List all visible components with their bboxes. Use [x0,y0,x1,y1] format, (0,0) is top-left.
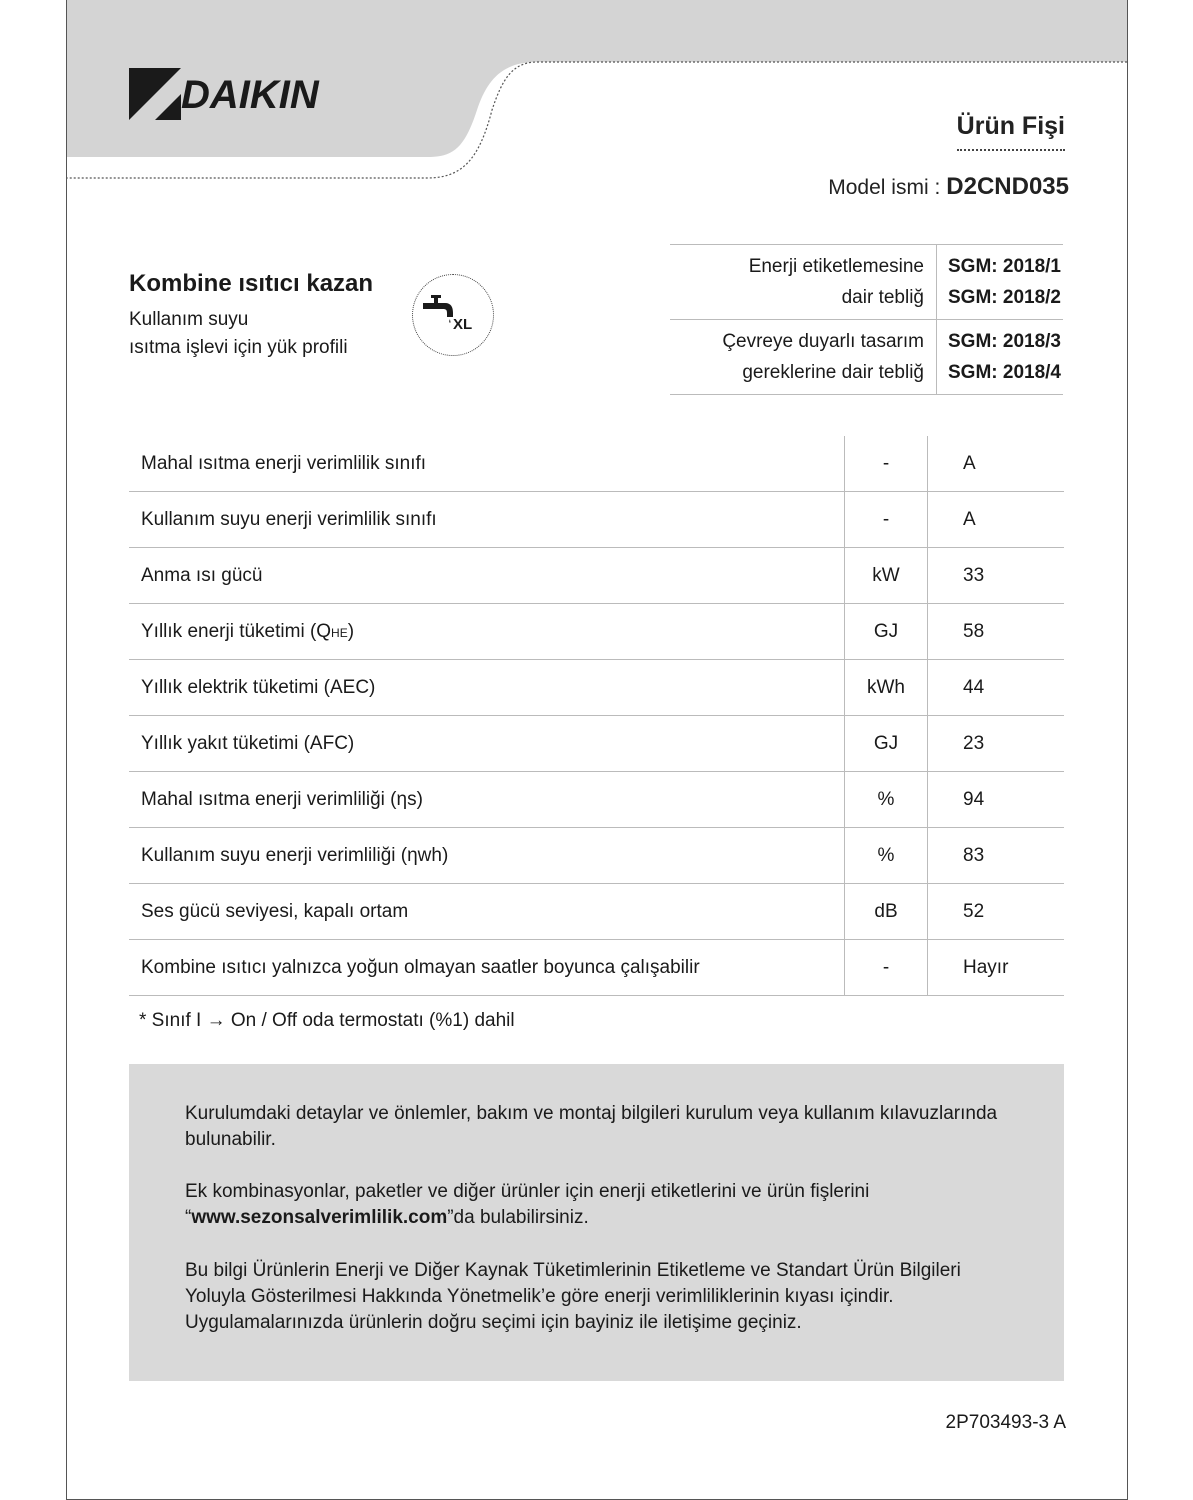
info-text: Ek kombinasyonlar, paketler ve diğer ürünler için enerji etiketlerini ve ürün fişlerini “ [185,1181,870,1228]
specs-table [129,436,1064,996]
product-title: Kombine ısıtıcı kazan [129,270,374,297]
spec-name-subscript: HE [331,625,348,640]
spec-unit: - [845,436,928,492]
spec-unit: kW [845,548,928,604]
daikin-logo [129,68,379,124]
table-row [129,660,1064,716]
spec-name: Mahal ısıtma enerji verimliliği (ηs) [129,772,845,828]
regulation-desc-line: Çevreye duyarlı tasarım [722,331,924,352]
spec-name: Kullanım suyu enerji verimlilik sınıfı [129,492,845,548]
spec-value: A [928,492,1065,548]
table-row [129,716,1064,772]
regulation-row [670,244,1063,319]
info-paragraph: Bu bilgi Ürünlerin Enerji ve Diğer Kaynak Tüketimlerinin Etiketleme ve Standart Ürün Bilgileri Yoluyla Gösterilmesi Hakkında Yönetmelik’e göre enerji verimliliklerinin kıyası içindir. Uygulamalarınızda ürünlerin doğru seçimi için bayiniz ile iletişime geçiniz. [185,1260,961,1333]
website-link[interactable]: www.sezonsalverimlilik.com [191,1207,448,1228]
spec-value: 58 [928,604,1065,660]
spec-value: Hayır [928,940,1065,996]
table-row [129,436,1064,492]
spec-value: 83 [928,828,1065,884]
spec-value: A [928,436,1065,492]
info-text: ”da bulabilirsiniz. [447,1207,589,1228]
regulation-codes [937,245,1061,319]
spec-name: Yıllık elektrik tüketimi (AEC) [129,660,845,716]
spec-name [129,604,845,660]
product-fiche-sheet [66,0,1128,1500]
table-row [129,604,1064,660]
model-label: Model ismi : [828,176,941,199]
spec-value: 23 [928,716,1065,772]
table-row [129,828,1064,884]
product-description [129,270,373,362]
spec-value: 44 [928,660,1065,716]
spec-unit: - [845,940,928,996]
spec-name: Kullanım suyu enerji verimliliği (ηwh) [129,828,845,884]
spec-unit: kWh [845,660,928,716]
regulation-desc-line: gereklerine dair tebliğ [742,362,924,383]
spec-unit: % [845,772,928,828]
load-profile-badge [412,274,494,356]
spec-name: Mahal ısıtma enerji verimlilik sınıfı [129,436,845,492]
model-name [828,173,1069,201]
table-row [129,548,1064,604]
spec-unit: GJ [845,716,928,772]
model-value: D2CND035 [946,173,1069,200]
regulation-desc-line: Enerji etiketlemesine [748,256,924,277]
spec-unit: - [845,492,928,548]
info-box [129,1064,1064,1381]
spec-value: 52 [928,884,1065,940]
regulation-description [670,245,937,319]
info-paragraph [185,1179,1025,1231]
spec-name: Ses gücü seviyesi, kapalı ortam [129,884,845,940]
regulation-code: SGM: 2018/4 [948,362,1061,383]
sheet-title: Ürün Fişi [957,112,1065,151]
regulation-code: SGM: 2018/2 [948,287,1061,308]
spec-unit: GJ [845,604,928,660]
document-number: 2P703493-3 A [945,1412,1066,1433]
regulation-desc-line: dair tebliğ [841,287,924,308]
spec-name-close: ) [347,620,355,642]
table-row [129,940,1064,996]
regulation-codes [937,320,1061,394]
water-tap-icon [421,295,455,323]
table-row [129,492,1064,548]
regulation-description [670,320,937,394]
spec-value: 94 [928,772,1065,828]
product-subtitle-line1: Kullanım suyu [129,309,249,330]
spec-name: Anma ısı gücü [129,548,845,604]
regulation-code: SGM: 2018/1 [948,256,1061,277]
spec-unit: dB [845,884,928,940]
svg-text:DAIKIN: DAIKIN [181,73,319,117]
spec-name: Kombine ısıtıcı yalnızca yoğun olmayan saatler boyunca çalışabilir [129,940,845,996]
load-profile-label: XL [453,316,473,333]
spec-unit: % [845,828,928,884]
regulation-row [670,319,1063,395]
info-paragraph: Kurulumdaki detaylar ve önlemler, bakım ve montaj bilgileri kurulum veya kullanım kılavuzlarında bulunabilir. [185,1103,998,1150]
table-row [129,772,1064,828]
table-row [129,884,1064,940]
spec-name-text: Yıllık enerji tüketimi (Q [141,620,332,642]
regulation-code: SGM: 2018/3 [948,331,1061,352]
regulations-table [670,244,1063,395]
product-subtitle-line2: ısıtma işlevi için yük profili [129,337,348,358]
footnote: * Sınıf I → On / Off oda termostatı (%1) dahil [139,1010,515,1031]
spec-value: 33 [928,548,1065,604]
spec-name: Yıllık yakıt tüketimi (AFC) [129,716,845,772]
